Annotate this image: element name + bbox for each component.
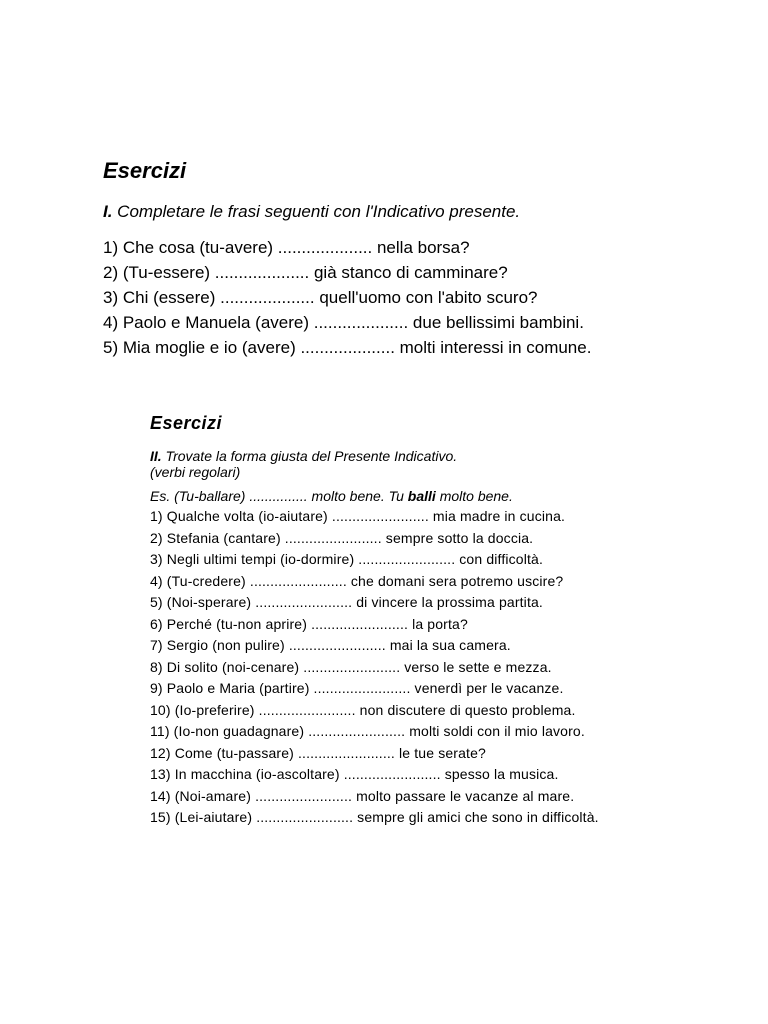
exercise-group-2: [150, 614, 730, 722]
exercise-item: 1) Qualche volta (io-aiutare) ........................ mia madre in cucina.: [150, 508, 566, 524]
example-sentence: [150, 486, 730, 506]
exercise-item: 8) Di solito (noi-cenare) ........................ verso le sette e mezza.: [150, 658, 552, 675]
exercise-item: 15) (Lei-aiutare) ........................ sempre gli amici che sono in difficoltà.: [150, 809, 599, 825]
exercise-group-3: [150, 721, 730, 829]
exercise-number: II.: [150, 448, 162, 464]
exercise-item: 4) Paolo e Manuela (avere) .................... due bellissimi bambini.: [103, 313, 584, 332]
example-answer: balli: [407, 488, 436, 504]
instruction-line: [150, 448, 730, 464]
exercise-item: 2) (Tu-essere) .................... già stanco di camminare?: [103, 263, 508, 282]
example-text-end: molto bene.: [435, 488, 513, 504]
exercise-item: 5) Mia moglie e io (avere) .................... molti interessi in comune.: [103, 338, 592, 357]
section-heading: Esercizi: [103, 158, 187, 183]
instruction-subtitle: (verbi regolari): [150, 464, 241, 480]
exercise-list: [103, 235, 703, 360]
exercise-group-1: [150, 506, 730, 614]
exercise-instruction: [103, 200, 703, 224]
exercise-item: 3) Chi (essere) .................... quell'uomo con l'abito scuro?: [103, 288, 538, 307]
example-text: Es. (Tu-ballare) ............... molto bene. Tu: [150, 488, 408, 504]
exercise-item: 2) Stefania (cantare) ........................ sempre sotto la doccia.: [150, 529, 534, 546]
instruction-text: Completare le frasi seguenti con l'Indicativo presente.: [112, 202, 521, 221]
exercise-item: 1) Che cosa (tu-avere) .................... nella borsa?: [103, 238, 470, 257]
exercise-item: 12) Come (tu-passare) ........................ le tue serate?: [150, 744, 486, 761]
exercise-section-1: [103, 156, 703, 360]
exercise-number: I.: [103, 202, 113, 221]
exercise-item: 6) Perché (tu-non aprire) ........................ la porta?: [150, 615, 468, 632]
exercise-item: 5) (Noi-sperare) ........................ di vincere la prossima partita.: [150, 594, 543, 610]
exercise-item: 13) In macchina (io-ascoltare) ........................ spesso la musica.: [150, 766, 559, 782]
exercise-item: 3) Negli ultimi tempi (io-dormire) ........................ con difficoltà.: [150, 551, 543, 567]
instruction-text: Trovate la forma giusta del Presente Indicativo.: [161, 448, 458, 464]
exercise-item: 14) (Noi-amare) ........................ molto passare le vacanze al mare.: [150, 787, 575, 804]
exercise-instruction: [150, 448, 730, 480]
section-heading: Esercizi: [150, 413, 223, 433]
exercise-item: 11) (Io-non guadagnare) ........................ molti soldi con il mio lavoro.: [150, 723, 585, 739]
exercise-item: 9) Paolo e Maria (partire) ........................ venerdì per le vacanze.: [150, 680, 564, 696]
exercise-item: 4) (Tu-credere) ........................ che domani sera potremo uscire?: [150, 572, 564, 589]
exercise-section-2: [150, 410, 730, 829]
exercise-item: 7) Sergio (non pulire) ........................ mai la sua camera.: [150, 637, 511, 653]
exercise-item: 10) (Io-preferire) ........................ non discutere di questo problema.: [150, 701, 576, 718]
